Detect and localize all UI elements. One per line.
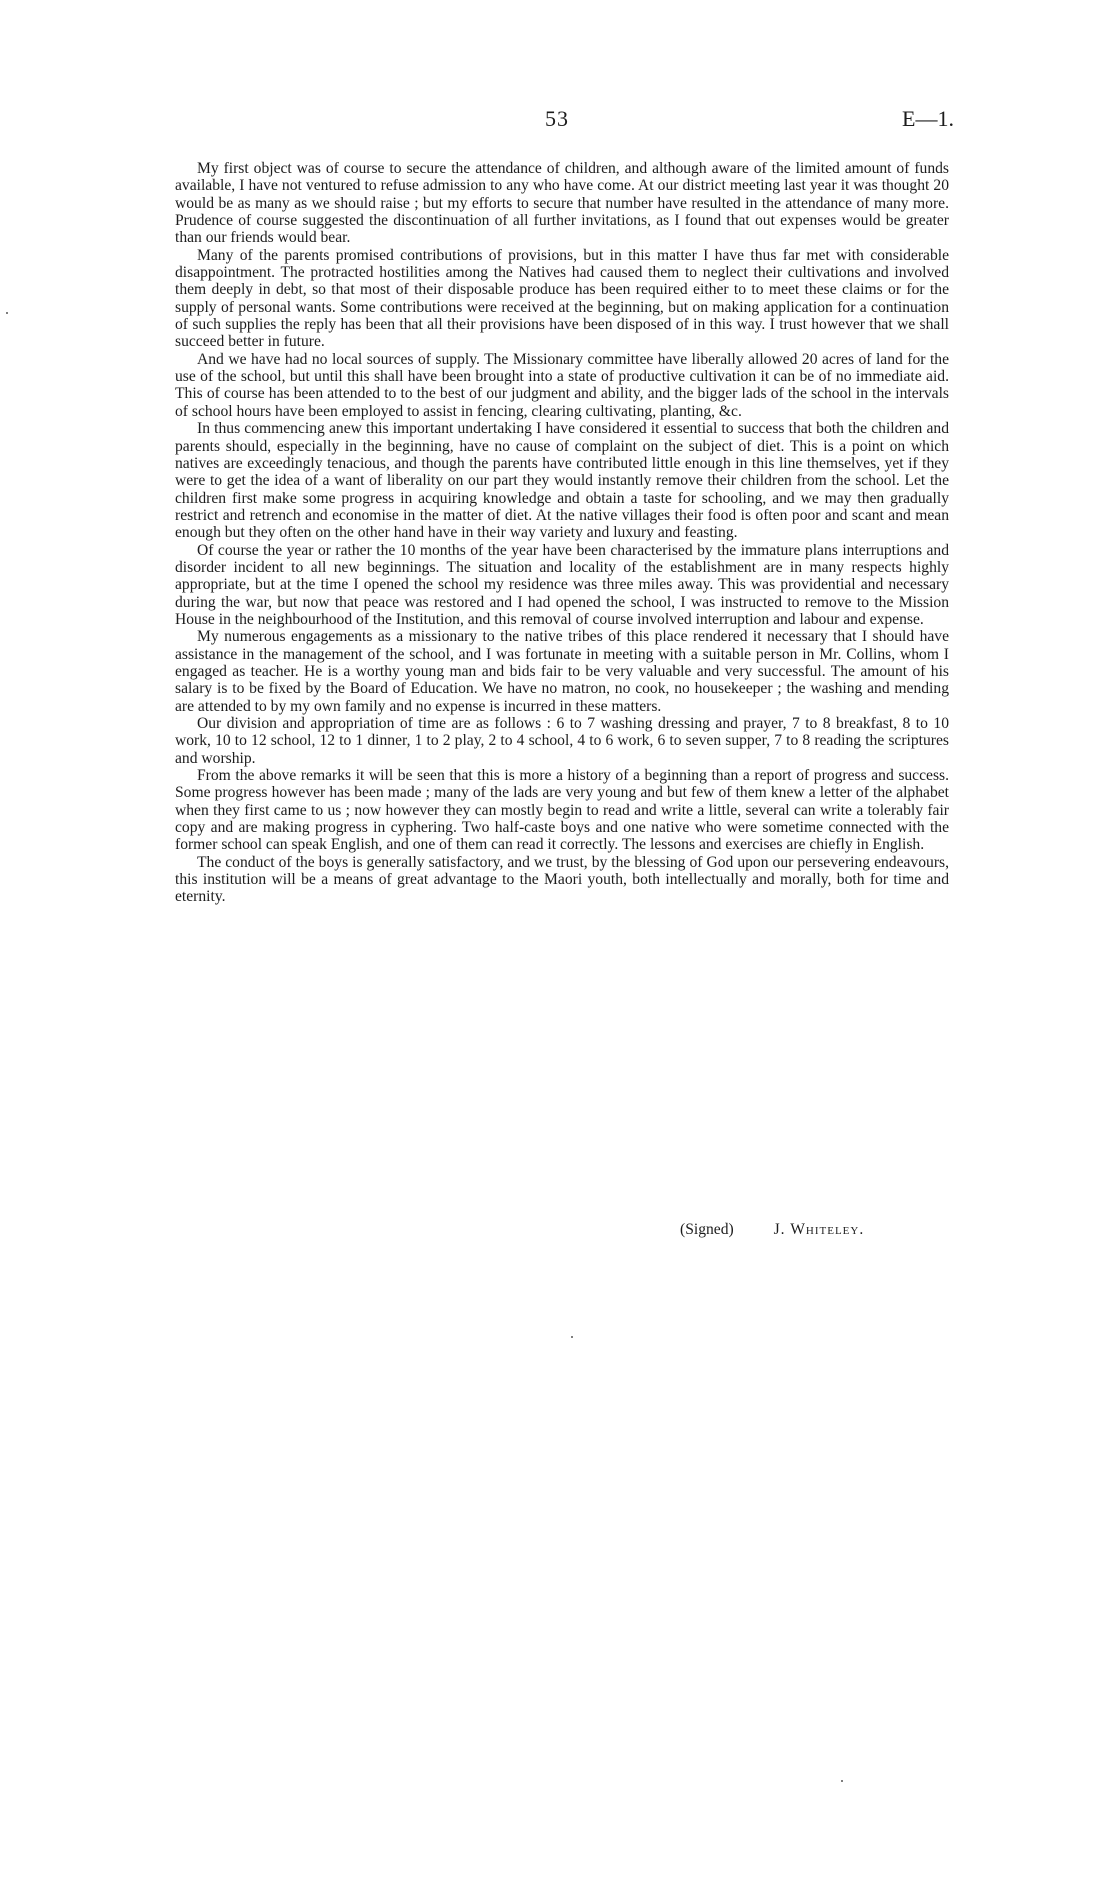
signatory-name: J. Whiteley. xyxy=(773,1221,865,1238)
page-number: 53 xyxy=(545,106,569,131)
report-body xyxy=(175,160,949,906)
scan-speck xyxy=(841,1780,843,1782)
paragraph-diet: In thus commencing anew this important undertaking I have considered it essential to success that both the children and parents should, especially in the beginning, have no cause of complaint on the subject of diet. This is a point on which natives are exceedingly tenacious, and though the parents have contributed little enough in this line themselves, yet if they were to get the idea of a want of liberality on our part they would instantly remove their children from the school. Let the children first make some progress in acquiring knowledge and obtain a taste for schooling, and we may then gradually restrict and retrench and economise in the matter of diet. At the native villages their food is often poor and scant and mean enough but they often on the other hand have in their way variety and luxury and feasting. xyxy=(175,420,949,542)
paragraph-progress: From the above remarks it will be seen that this is more a history of a beginning than a report of progress and success. Some progress however has been made ; many of the lads are very young and but few of them knew a letter of the alphabet when they first came to us ; now however they can mostly begin to read and write a little, several can write a tolerably fair copy and are making progress in cyphering. Two half-caste boys and one native who were sometime connected with the former school can speak English, and one of them can read it correctly. The lessons and exercises are chiefly in English. xyxy=(175,767,949,854)
scan-speck xyxy=(571,1336,573,1338)
page-reference: E—1. xyxy=(902,106,954,131)
signature-block xyxy=(680,1221,864,1239)
signed-label: (Signed) xyxy=(680,1221,734,1238)
paragraph-attendance: My first object was of course to secure the attendance of children, and although aware of the limited amount of funds available, I have not ventured to refuse admission to any who have come. At our district meeting last year it was thought 20 would be as many as we should raise ; but my efforts to secure that number have resulted in the attendance of many more. Prudence of course suggested the discontinuation of all further invitations, as I found that out expenses would be greater than our friends would bear. xyxy=(175,160,949,247)
paragraph-local-supply: And we have had no local sources of supply. The Missionary committee have liberally allowed 20 acres of land for the use of the school, but until this shall have been brought into a state of productive cultivation it can be of no immediate aid. This of course has been attended to to the best of our judgment and ability, and the bigger lads of the school in the intervals of school hours have been employed to assist in fencing, clearing cultivating, planting, &c. xyxy=(175,350,949,420)
paragraph-conduct: The conduct of the boys is generally satisfactory, and we trust, by the blessing of God upon our persevering endeavours, this institution will be a means of great advantage to the Maori youth, both intellectually and morally, both for time and eternity. xyxy=(175,853,949,906)
paragraph-provisions: Many of the parents promised contributions of provisions, but in this matter I have thus far met with considerable disappointment. The protracted hostilities among the Natives had caused them to neglect their cultivations and involved them deeply in debt, so that most of their disposable produce has been required either to to meet these claims or for the supply of personal wants. Some contributions were received at the beginning, but on making application for a continuation of such supplies the reply has been that all their provisions have been disposed of in this way. I trust however that we shall succeed better in future. xyxy=(175,246,949,351)
scan-speck xyxy=(6,312,8,314)
paragraph-teacher: My numerous engagements as a missionary to the native tribes of this place rendered it necessary that I should have assistance in the management of the school, and I was fortunate in meeting with a suitable person in Mr. Collins, whom I engaged as teacher. He is a worthy young man and bids fair to be very valuable and very successful. The amount of his salary is to be fixed by the Board of Education. We have no matron, no cook, no housekeeper ; the washing and mending are attended to by my own family and no expense is incurred in these matters. xyxy=(175,628,949,715)
paragraph-beginnings: Of course the year or rather the 10 months of the year have been characterised by the immature plans interruptions and disorder incident to all new beginnings. The situation and locality of the establishment are in many respects highly appropriate, but at the time I opened the school my residence was three miles away. This was providential and necessary during the war, but now that peace was restored and I had opened the school, I was instructed to remove to the Mission House in the neighbourhood of the Institution, and this removal of course involved interruption and labour and expense. xyxy=(175,541,949,628)
paragraph-timetable: Our division and appropriation of time are as follows : 6 to 7 washing dressing and prayer, 7 to 8 breakfast, 8 to 10 work, 10 to 12 school, 12 to 1 dinner, 1 to 2 play, 2 to 4 school, 4 to 6 work, 6 to seven supper, 7 to 8 reading the scriptures and worship. xyxy=(175,715,949,767)
